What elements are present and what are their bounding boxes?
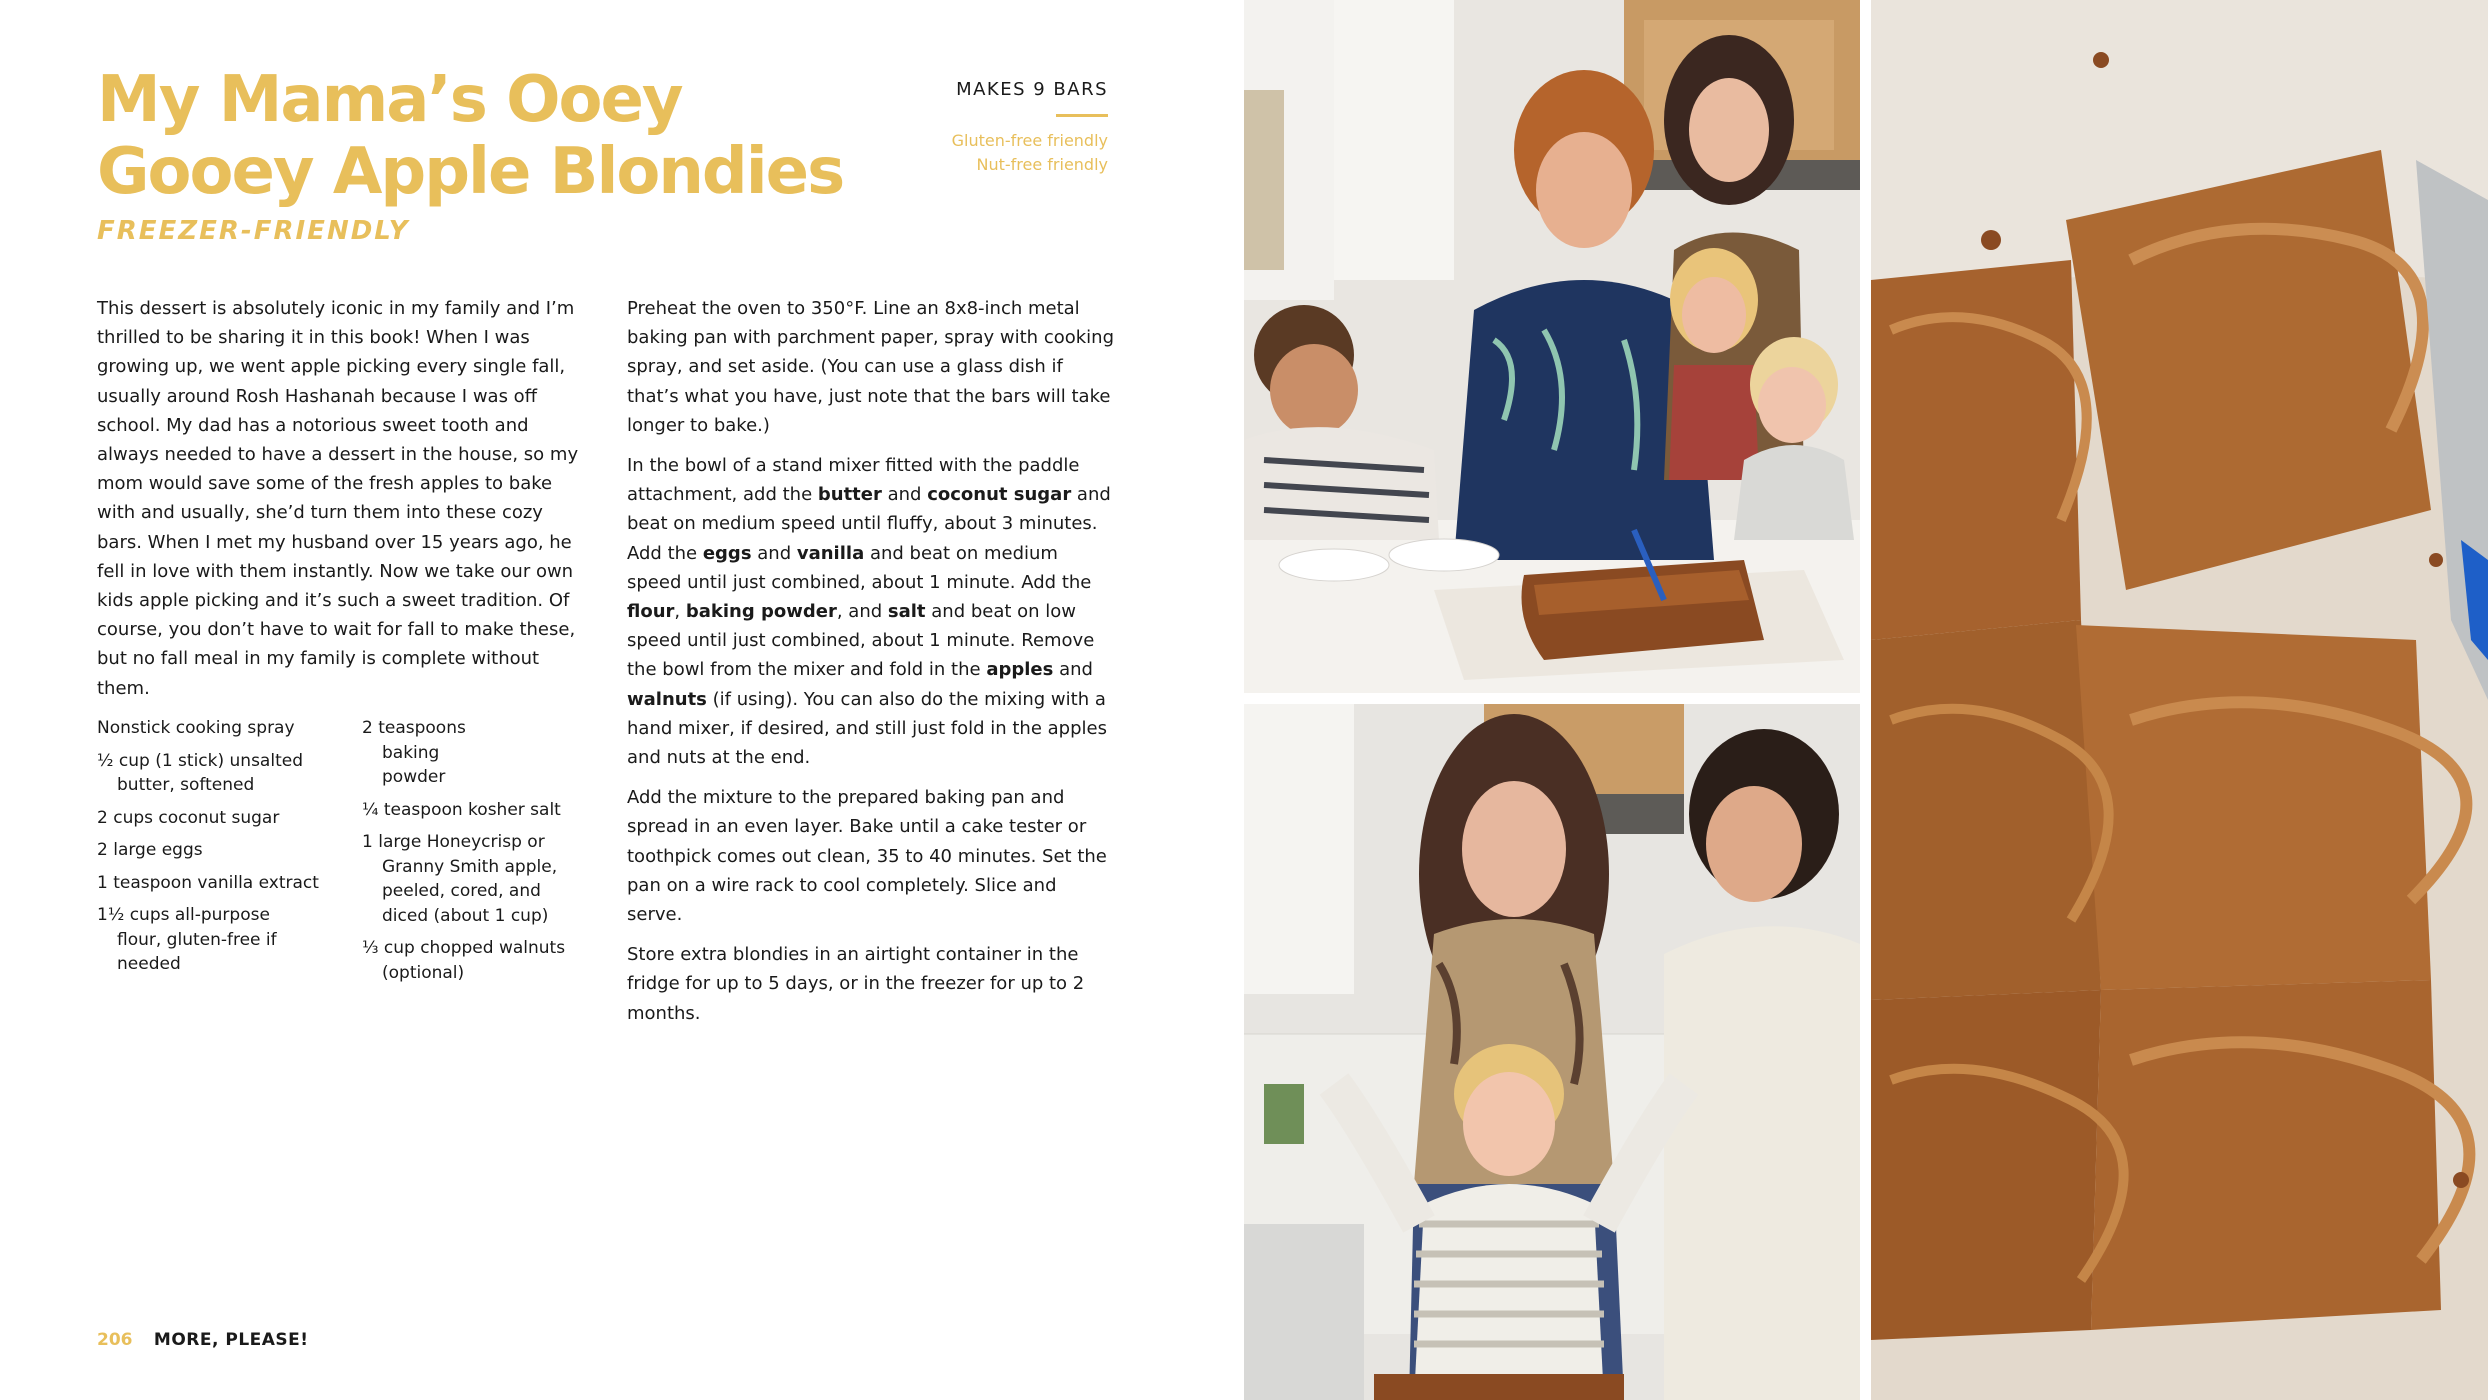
method-step-4: Store extra blondies in an airtight container in the fridge for up to 5 days, or in the freezer for up to 2 months. [627,944,1085,1024]
method-step-1: Preheat the oven to 350°F. Line an 8x8-inch metal baking pan with parchment paper, spray with cooking spray, and set aside. (You can use a glass dish if that’s what you have, just note that the bars will take longer to bake.) [627,298,1114,436]
ingredient-highlight: coconut sugar [927,484,1072,506]
diet-nut-free: Nut-free friendly [976,155,1108,174]
ingredients-column-2 [362,716,592,993]
page-footer [97,1330,309,1350]
ingredient-highlight: salt [887,601,926,623]
title-line-1: My Mama’s Ooey [97,63,682,137]
family-kitchen-photo [1244,704,1860,1400]
method-steps [627,294,1115,1039]
page-number: 206 [97,1330,133,1350]
ingredient-item: Nonstick cooking spray [97,718,295,738]
ingredient-highlight: butter [817,484,882,506]
ingredient-highlight: baking powder [685,601,837,623]
method-step-2: In the bowl of a stand mixer fitted with the paddle attachment, add the butter and coconut sugar and beat on medium speed until fluffy, about 3 minutes. Add the eggs and vanilla and beat on medium speed until just combined, about 1 minute. Add the flour, baking powder, and salt and beat on low speed until just combined, about 1 minute. Remove the bowl from the mixer and fold in the apples and walnuts (if using). You can also do the mixing with a hand mixer, if desired, and still just fold in the apples and nuts at the end. [627,455,1111,769]
ingredient-item: 2 teaspoons baking powder [362,718,466,787]
ingredient-highlight: walnuts [627,688,707,710]
ingredient-item: 1 teaspoon vanilla extract [97,872,319,893]
ingredient-item: 1 large Honeycrisp or Granny Smith apple, peeled, cored, and diced (about 1 cup) [362,832,558,926]
ingredient-highlight: eggs [702,542,752,564]
ingredient-item: 2 cups coconut sugar [97,807,280,828]
ingredient-item: ⅓ cup chopped walnuts (optional) [362,938,566,983]
ingredient-item: 1½ cups all-purpose flour, gluten-free if needed [97,905,277,974]
yield-block [952,79,1108,177]
method-step-3: Add the mixture to the prepared baking pan and spread in an even layer. Bake until a cake tester or toothpick comes out clean, 35 to 40 minutes. Set the pan on a wire rack to cool completely. Slice and serve. [627,787,1107,926]
recipe-title [97,64,897,208]
ingredient-item: ¼ teaspoon kosher salt [362,799,561,820]
blondies-closeup-photo [1871,0,2488,1400]
family-cutting-blondies-photo [1244,0,1860,693]
yield-divider [1056,114,1108,117]
ingredients-column-1 [97,716,347,985]
title-line-2: Gooey Apple Blondies [97,135,844,209]
section-title: MORE, PLEASE! [153,1330,309,1350]
ingredient-item: 2 large eggs [97,840,203,860]
recipe-subtitle: FREEZER-FRIENDLY [97,216,410,246]
yield-label: MAKES 9 BARS [956,79,1108,100]
ingredient-highlight: apples [986,659,1054,681]
ingredient-highlight: vanilla [796,542,865,564]
diet-gluten-free: Gluten-free friendly [951,131,1108,150]
intro-paragraph: This dessert is absolutely iconic in my family and I’m thrilled to be sharing it in this book! When I was growing up, we went apple picking every single fall, usually around Rosh Hashanah because I was off school. My dad has a notorious sweet tooth and always needed to have a dessert in the house, so my mom would save some of the fresh apples to bake with and usually, she’d turn them into these cozy bars. When I met my husband over 15 years ago, he fell in love with them instantly. Now we take our own kids apple picking and it’s such a sweet tradition. Of course, you don’t have to wait for fall to make these, but no fall meal in my family is complete without them. [97,298,579,699]
ingredient-item: ½ cup (1 stick) unsalted butter, softened [97,750,303,795]
ingredient-highlight: flour [627,601,675,623]
